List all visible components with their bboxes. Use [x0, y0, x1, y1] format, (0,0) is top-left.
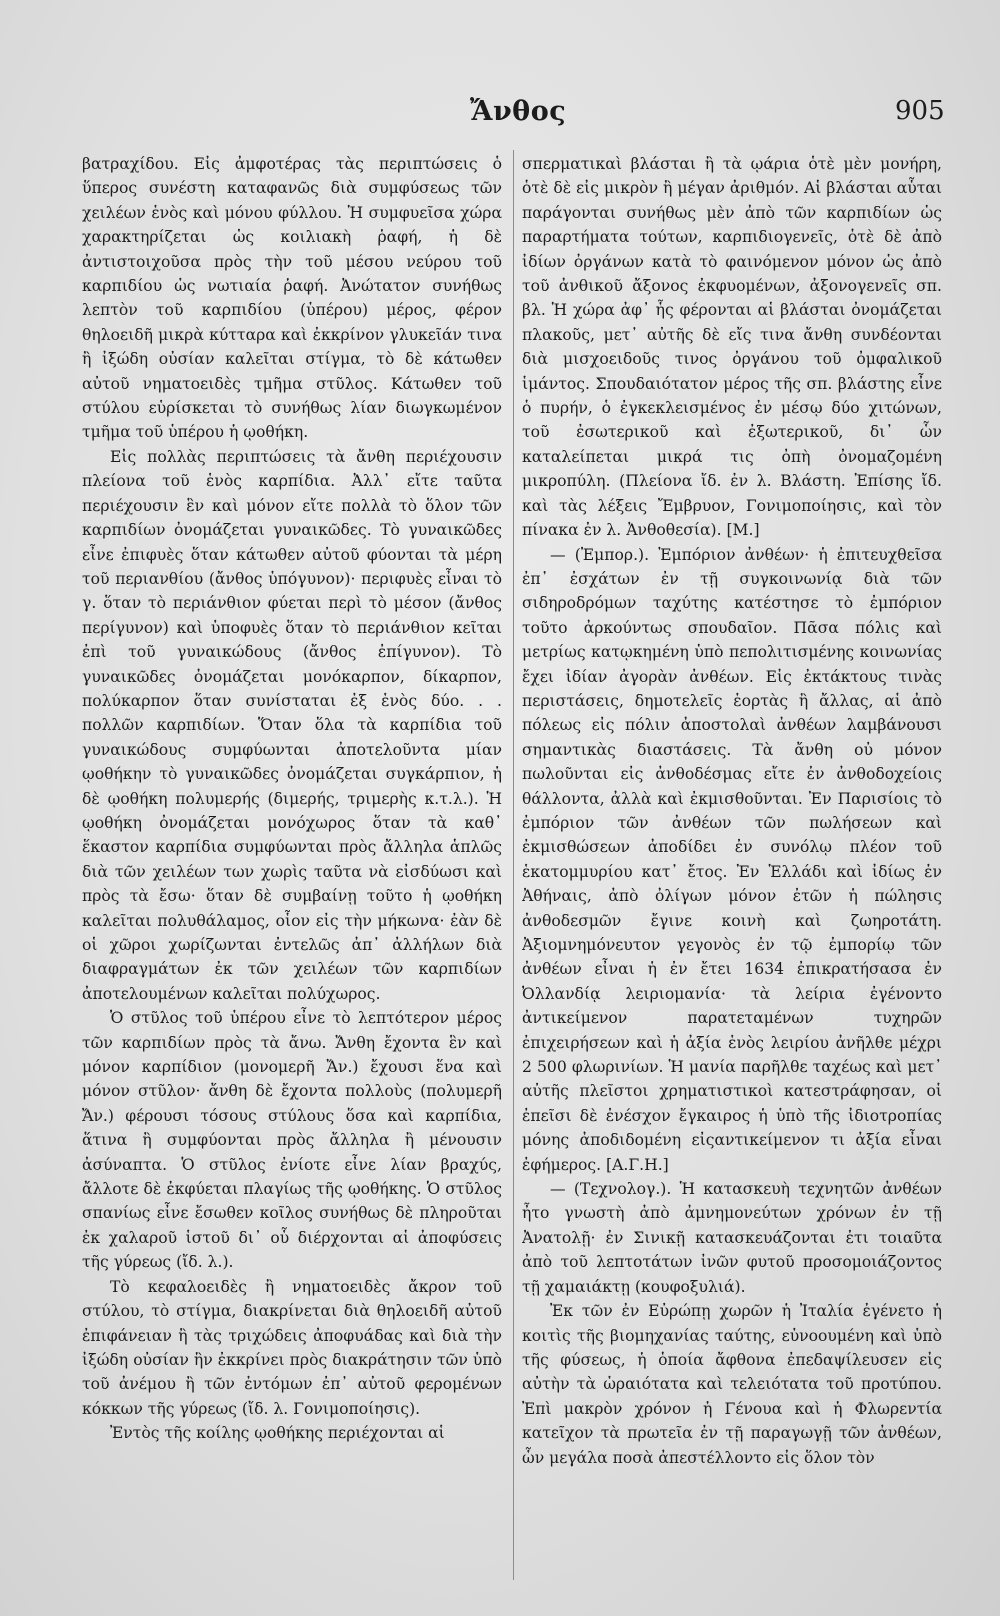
paragraph: σπερματικαὶ βλάσται ἢ τὰ ῳάρια ὁτὲ μὲν μονήρη, ὁτὲ δὲ εἰς μικρὸν ἢ μέγαν ἀριθμόν. Αἱ βλάσται αὗται παράγονται συνήθως μὲν ἀπὸ τῶν καρπιδίων ὡς παραρτήματα τούτων, καρπιδιογενεῖς, ὁτὲ δὲ ἀπὸ ἰδίων ὀργάνων κατὰ τὸ φαινόμενον μόνον ὡς ἀπὸ τοῦ ἀνθικοῦ ἄξονος ἐκφυομένων, ἀξονογενεῖς σπ. βλ. Ἡ χώρα ἀφ᾽ ἧς φέρονται αἱ βλάσται ὀνομάζεται πλακοῦς, μετ᾽ αὐτῆς δὲ εἴς τινα ἄνθη συνδέονται διὰ μισχοειδοῦς τινος ὀργάνου τοῦ ὀμφαλικοῦ ἱμάντος. Σπουδαιότατον μέρος τῆς σπ. βλάστης εἶνε ὁ πυρήν, ὁ ἐγκεκλεισμένος ἐν μέσῳ δύο χιτώνων, τοῦ ἐσωτερικοῦ καὶ ἐξωτερικοῦ, δι᾽ ὧν καταλείπεται μικρά τις ὀπὴ ὀνομαζομένη μικροπύλη. (Πλείονα ἴδ. ἐν λ. Βλάστη. Ἐπίσης ἴδ. καὶ τὰς λέξεις Ἔμβρυον, Γονιμοποίησις, καὶ τὸν πίνακα ἐν λ. Ἀνθοθεσία). [Μ.]	[522, 155, 942, 540]
paragraph: Ἐντὸς τῆς κοίλης ῳοθήκης περιέχονται αἱ	[110, 1424, 445, 1443]
paragraph: βατραχίδου. Εἰς ἀμφοτέρας τὰς περιπτώσεις ὁ ὕπερος συνέστη καταφανῶς διὰ συμφύσεως τῶν χειλέων ἑνὸς καὶ μόνου φύλλου. Ἡ συμφυεῖσα χώρα χαρακτηρίζεται ὡς κοιλιακὴ ῥαφή, ἡ δὲ ἀντιστοιχοῦσα πρὸς τὴν τοῦ μέσου νεύρου τοῦ καρπιδίου ὡς νωτιαία ῥαφή. Ἀνώτατον συνήθως λεπτὸν τοῦ καρπιδίου (ὑπέρου) μέρος, φέρον θηλοειδῆ μικρὰ κύτταρα καὶ ἐκκρίνον γλυκεῖάν τινα ἢ ἰξώδη οὐσίαν καλεῖται στίγμα, τὸ δὲ κάτωθεν αὐτοῦ νηματοειδὲς τμῆμα στῦλος. Κάτωθεν τοῦ στύλου εὑρίσκεται τὸ συνήθως λίαν διωγκωμένον τμῆμα τοῦ ὑπέρου ἡ ῳοθήκη.	[82, 155, 502, 442]
paragraph: — (Ἐμπορ.). Ἐμπόριον ἀνθέων· ἡ ἐπιτευχθεῖσα ἐπ᾽ ἐσχάτων ἐν τῇ συγκοινωνίᾳ διὰ τῶν σιδηροδρόμων ταχύτης κατέστησε τὸ ἐμπόριον τοῦτο ἀρκούντως σπουδαῖον. Πᾶσα πόλις καὶ μετρίως κατῳκημένη ὑπὸ πεπολιτισμένης κοινωνίας ἔχει ἰδίαν ἀγορὰν ἀνθέων. Εἰς ἐκτάκτους τινὰς περιστάσεις, δημοτελεῖς ἑορτὰς ἢ ἄλλας, αἱ ἀπὸ πόλεως εἰς πόλιν ἀποστολαὶ ἀνθέων λαμβάνουσι σημαντικὰς διαστάσεις. Τὰ ἄνθη οὐ μόνον πωλοῦνται εἰς ἀνθοδέσμας εἴτε ἐν ἀνθοδοχείοις θάλλοντα, ἀλλὰ καὶ ἐκμισθοῦνται. Ἐν Παρισίοις τὸ ἐμπόριον τῶν ἀνθέων τῶν πωλήσεων καὶ ἐκμισθώσεων ἀποδίδει ἐν συνόλῳ πλέον τοῦ ἑκατομμυρίου κατ᾽ ἔτος. Ἐν Ἑλλάδι καὶ ἰδίως ἐν Ἀθήναις, ἀπὸ ὀλίγων μόνον ἐτῶν ἡ πώλησις ἀνθοδεσμῶν ἔγινε κοινὴ καὶ ζωηροτάτη. Ἀξιομνημόνευτον γεγονὸς ἐν τῷ ἐμπορίῳ τῶν ἀνθέων εἶναι ἡ ἐν ἔτει 1634 ἐπικρατήσασα ἐν Ὀλλανδίᾳ λειριομανία· τὰ λείρια ἐγένοντο ἀντικείμενον παρατεταμένων τυχηρῶν ἐπιχειρήσεων καὶ ἡ ἀξία ἑνὸς λειρίου ἀνῆλθε μέχρι 2 500 φλωρινίων. Ἡ μανία παρῆλθε ταχέως καὶ μετ᾽ αὐτῆς πλεῖστοι χρηματιστικοὶ κατεστράφησαν, οἱ ἐπεῖσι δὲ ἐνέσχον ἔγκαιρος ἡ ὑπὸ τῆς ἰδιοτροπίας μόνης ἀποδιδομένη εἰςαντικείμενον τι ἀξία εἶναι ἐφήμερος. [Α.Γ.Η.]	[522, 545, 942, 1174]
column-divider	[513, 150, 514, 1580]
paragraph: Τὸ κεφαλοειδὲς ἢ νηματοειδὲς ἄκρον τοῦ στύλου, τὸ στίγμα, διακρίνεται διὰ θηλοειδῆ αὐτοῦ ἐπιφάνειαν ἢ τὰς τριχώδεις ἀποφυάδας καὶ διὰ τὴν ἰξώδη οὐσίαν ἣν ἐκκρίνει πρὸς διακράτησιν τῶν ὑπὸ τοῦ ἀνέμου ἢ τῶν ἐντόμων ἐπ᾽ αὐτοῦ φερομένων κόκκων τῆς γύρεως (ἴδ. λ. Γονιμοποίησις).	[82, 1277, 502, 1418]
paragraph: Ὁ στῦλος τοῦ ὑπέρου εἶνε τὸ λεπτότερον μέρος τῶν καρπιδίων πρὸς τὰ ἄνω. Ἄνθη ἔχοντα ἓν καὶ μόνον καρπίδιον (μονομερῆ Ἄν.) ἔχουσι ἕνα καὶ μόνον στῦλον· ἄνθη δὲ ἔχοντα πολλοὺς (πολυμερῆ Ἄν.) φέρουσι τόσους στύλους ὅσα καὶ καρπίδια, ἅτινα ἢ συμφύονται πρὸς ἄλληλα ἢ μένουσιν ἀσύναπτα. Ὁ στῦλος ἐνίοτε εἶνε λίαν βραχύς, ἄλλοτε δὲ ἐκφύεται πλαγίως τῆς ῳοθήκης. Ὁ στῦλος σπανίως εἶνε ἔσωθεν κοῖλος συνήθως δὲ πληροῦται ἐκ χαλαροῦ ἱστοῦ δι᾽ οὗ διέρχονται αἱ ἀποφύσεις τῆς γύρεως (ἴδ. λ.).	[82, 1009, 502, 1272]
paragraph: Εἰς πολλὰς περιπτώσεις τὰ ἄνθη περιέχουσιν πλείονα τοῦ ἑνὸς καρπίδια. Ἀλλ᾽ εἴτε ταῦτα περιέχουσιν ἓν καὶ μόνον εἴτε πολλὰ τὸ ὅλον τῶν καρπιδίων ὀνομάζεται γυναικῶδες. Τὸ γυναικῶδες εἶνε ἐπιφυὲς ὅταν κάτωθεν αὐτοῦ φύονται τὰ μέρη τοῦ περιανθίου (ἄνθος ὑπόγυνον)· περιφυὲς εἶναι τὸ γ. ὅταν τὸ περιάνθιον φύεται περὶ τὸ μέσον (ἄνθος περίγυνον) καὶ ὑποφυὲς ὅταν τὸ περιάνθιον κεῖται ἐπὶ τοῦ γυναικώδους (ἄνθος ἐπίγυνον). Τὸ γυναικῶδες ὀνομάζεται μονόκαρπον, δίκαρπον, πολύκαρπον ὅταν συνίσταται ἐξ ἑνὸς δύο. . . πολλῶν καρπιδίων. Ὅταν ὅλα τὰ καρπίδια τοῦ γυναικώδους συμφύωνται ἀποτελοῦντα μίαν ῳοθήκην τὸ γυναικῶδες ὀνομάζεται συγκάρπιον, ἡ δὲ ῳοθήκη πολυμερής (διμερής, τριμερὴς κ.τ.λ.). Ἡ ῳοθήκη ὀνομάζεται μονόχωρος ὅταν τὰ καθ᾽ ἕκαστον καρπίδια συμφύωνται πρὸς ἄλληλα ἁπλῶς διὰ τῶν χειλέων των χωρὶς ταῦτα νὰ εἰσδύωσι καὶ πρὸς τὰ ἔσω· ὅταν δὲ συμβαίνῃ τοῦτο ἡ ῳοθήκη καλεῖται πολυθάλαμος, οἷον εἰς τὴν μήκωνα· ἐὰν δὲ οἱ χῶροι χωρίζωνται ἐντελῶς ἀπ᾽ ἀλλήλων διὰ διαφραγμάτων ἐκ τῶν χειλέων τῶν καρπιδίων ἀποτελουμένων καλεῖται πολύχωρος.	[82, 447, 502, 1003]
right-column	[522, 152, 942, 1592]
page-number: 905	[895, 96, 945, 126]
paragraph: — (Τεχνολογ.). Ἡ κατασκευὴ τεχνητῶν ἀνθέων ἦτο γνωστὴ ἀπὸ ἀμνημονεύτων χρόνων ἐν τῇ Ἀνατολῇ· ἐν Σινικῇ κατασκευάζονται ἐτι τοιαῦτα ἀπὸ τοῦ λεπτοτάτων ἰνῶν φυτοῦ προσομοιάζοντος τῇ χαμαιάκτῃ (κουφοξυλιά).	[522, 1180, 942, 1296]
running-head: Ἄνθος	[470, 96, 567, 127]
paragraph: Ἐκ τῶν ἐν Εὐρώπῃ χωρῶν ἡ Ἰταλία ἐγένετο ἡ κοιτὶς τῆς βιομηχανίας ταύτης, εὐνοουμένη καὶ ὑπὸ τῆς φύσεως, ἡ ὁποία ἄφθονα ἐπεδαψίλευσεν εἰς αὐτὴν τὰ ὡραιότατα καὶ τελειότατα τοῦ προτύπου. Ἐπὶ μακρὸν χρόνον ἡ Γένουα καὶ ἡ Φλωρεντία κατεῖχον τὰ πρωτεῖα ἐν τῇ παραγωγῇ τῶν ἀνθέων, ὧν μεγάλα ποσὰ ἀπεστέλλοντο εἰς ὅλον τὸν	[522, 1302, 942, 1467]
left-column	[82, 152, 502, 1592]
